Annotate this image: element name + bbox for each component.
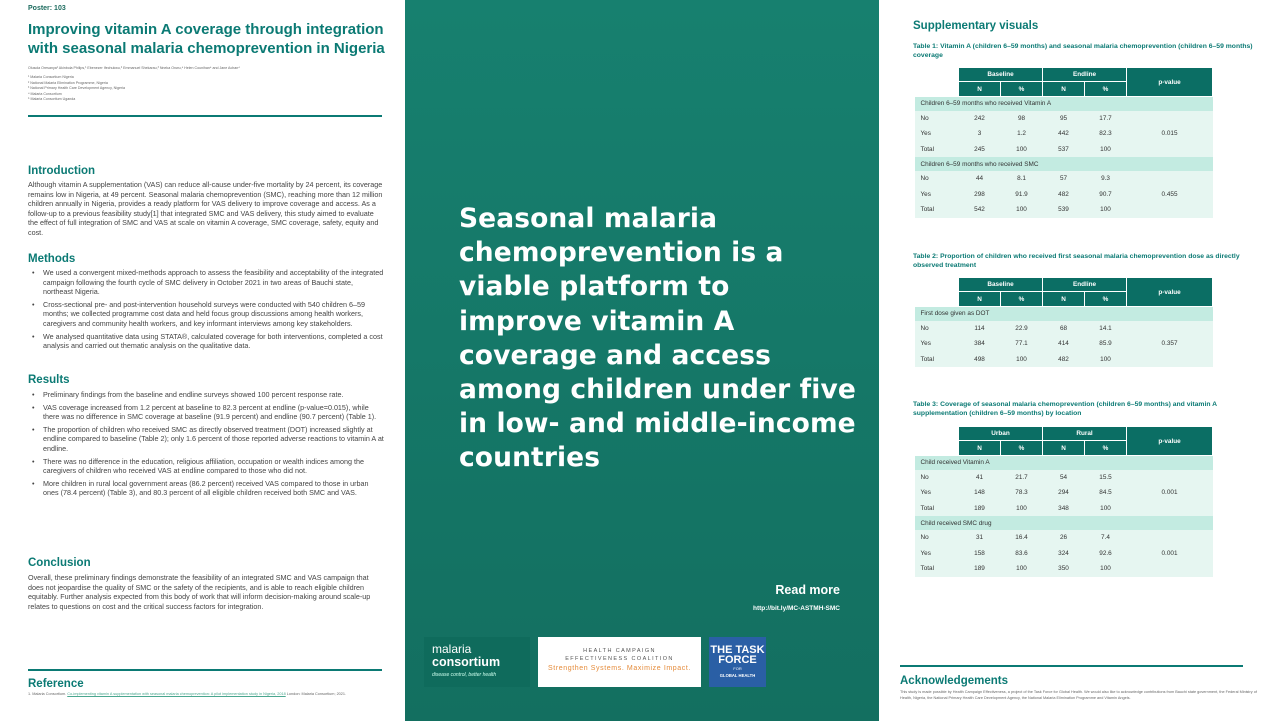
table-corner bbox=[915, 68, 959, 82]
column-header: N bbox=[959, 441, 1001, 456]
pvalue-cell bbox=[1127, 561, 1213, 577]
results-bullet: • Preliminary findings from the baseline and endline surveys showed 100 percent response rate. bbox=[28, 390, 384, 400]
table-row bbox=[915, 470, 1213, 486]
table-cell: 91.9 bbox=[1001, 187, 1043, 203]
divider bbox=[28, 115, 382, 117]
table-cell: 84.5 bbox=[1085, 485, 1127, 501]
column-group-header: Endline bbox=[1043, 278, 1127, 292]
table-cell: 1.2 bbox=[1001, 126, 1043, 142]
table-cell: 85.9 bbox=[1085, 336, 1127, 352]
column-header: % bbox=[1001, 82, 1043, 97]
table-caption: Table 2: Proportion of children who received first seasonal malaria chemoprevention dose as directly observed treatment bbox=[913, 253, 1240, 269]
table-corner bbox=[915, 441, 959, 456]
acknowledgements-text: This study is made possible by Health Campaign Effectiveness, a project of the Task Force for Global Health. We would also like to acknowledge contributions from Bauchi state government, the Federal Ministry of Health, Nigeria, the National Primary Health Care Development Agency, the National Malaria Elimination Programme and Vitamin Angels. bbox=[900, 690, 1257, 700]
logo-text: malaria bbox=[432, 642, 472, 656]
table-cell: 100 bbox=[1001, 142, 1043, 158]
row-label: Total bbox=[915, 142, 959, 158]
table-row bbox=[915, 561, 1213, 577]
column-header: % bbox=[1001, 441, 1043, 456]
results-heading: Results bbox=[28, 374, 70, 386]
results-list bbox=[28, 390, 384, 501]
poster-title: Improving vitamin A coverage through integration with seasonal malaria chemoprevention in Nigeria bbox=[28, 21, 385, 57]
table-cell: 189 bbox=[959, 501, 1001, 517]
column-group-header: Endline bbox=[1043, 68, 1127, 82]
author-list: Olusola Oresanya¹ Akinbola Philips,¹ Ebenezer Ifechukwu,² Emmanuel Shekarau,³ Nneka Onwu,⁴ Helen Counihan⁴ and Jane Achan⁴ bbox=[28, 66, 240, 70]
table-cell: 100 bbox=[1001, 561, 1043, 577]
methods-bullet: • We used a convergent mixed-methods approach to assess the feasibility and acceptability of the integrated campaign following the fourth cycle of SMC delivery in October 2021 in two areas of Bauchi state, northeast Nigeria. bbox=[28, 268, 384, 297]
row-label: Yes bbox=[915, 546, 959, 562]
table-cell: 31 bbox=[959, 530, 1001, 546]
row-label: No bbox=[915, 530, 959, 546]
table-cell: 414 bbox=[1043, 336, 1085, 352]
table-cell: 7.4 bbox=[1085, 530, 1127, 546]
table-cell: 16.4 bbox=[1001, 530, 1043, 546]
logo-text: EFFECTIVENESS COALITION bbox=[565, 656, 674, 662]
column-header: % bbox=[1085, 82, 1127, 97]
table-cell: 245 bbox=[959, 142, 1001, 158]
affiliation: ⁵ Malaria Consortium Uganda bbox=[28, 97, 76, 102]
table-cell: 542 bbox=[959, 202, 1001, 218]
divider bbox=[900, 665, 1243, 667]
table-row bbox=[915, 171, 1213, 187]
methods-heading: Methods bbox=[28, 253, 76, 265]
table-cell: 83.6 bbox=[1001, 546, 1043, 562]
affiliation: ¹ Malaria Consortium Nigeria bbox=[28, 75, 74, 79]
logo-text: HEALTH CAMPAIGN bbox=[583, 648, 656, 654]
acknowledgements-heading: Acknowledgements bbox=[900, 675, 1008, 687]
table-row bbox=[915, 530, 1213, 546]
table-cell: 100 bbox=[1001, 352, 1043, 368]
table-cell: 15.5 bbox=[1085, 470, 1127, 486]
logo-tagline: Strengthen Systems. Maximize Impact. bbox=[548, 665, 691, 672]
table-cell: 68 bbox=[1043, 321, 1085, 337]
table-cell: 100 bbox=[1085, 202, 1127, 218]
column-header: N bbox=[959, 82, 1001, 97]
table-cell: 95 bbox=[1043, 111, 1085, 127]
table-cell: 41 bbox=[959, 470, 1001, 486]
reference-link[interactable]: Co-implementing vitamin A supplementation with seasonal malaria chemoprevention: A pilot implementation study in Nigeria, 2018 bbox=[67, 692, 286, 696]
logo-text: THE TASK bbox=[710, 644, 765, 656]
logo-text: FOR bbox=[733, 666, 742, 671]
table-row bbox=[915, 126, 1213, 142]
pvalue-header: p-value bbox=[1127, 427, 1213, 456]
supplementary-heading: Supplementary visuals bbox=[913, 20, 1039, 32]
column-header: % bbox=[1085, 292, 1127, 307]
pvalue-cell bbox=[1127, 142, 1213, 158]
table-cell: 44 bbox=[959, 171, 1001, 187]
pvalue-cell bbox=[1127, 470, 1213, 486]
column-group-header: Urban bbox=[959, 427, 1043, 441]
table-cell: 78.3 bbox=[1001, 485, 1043, 501]
read-more-label: Read more bbox=[775, 583, 840, 597]
row-label: Total bbox=[915, 561, 959, 577]
table-group-label: First dose given as DOT bbox=[915, 307, 1213, 321]
introduction-heading: Introduction bbox=[28, 165, 96, 177]
table-row bbox=[915, 352, 1213, 368]
table-cell: 114 bbox=[959, 321, 1001, 337]
pvalue-cell bbox=[1127, 202, 1213, 218]
conclusion-heading: Conclusion bbox=[28, 557, 91, 569]
pvalue-cell bbox=[1127, 111, 1213, 127]
methods-list bbox=[28, 268, 384, 354]
column-group-header: Baseline bbox=[959, 278, 1043, 292]
table-cell: 57 bbox=[1043, 171, 1085, 187]
table-cell: 3 bbox=[959, 126, 1001, 142]
table-row bbox=[915, 546, 1213, 562]
reference-suffix: London: Malaria Consortium; 2021. bbox=[285, 692, 347, 696]
table-cell: 8.1 bbox=[1001, 171, 1043, 187]
table-cell: 294 bbox=[1043, 485, 1085, 501]
health-campaign-coalition-logo bbox=[538, 637, 701, 687]
logo-text: GLOBAL HEALTH bbox=[719, 673, 756, 678]
column-header: N bbox=[959, 292, 1001, 307]
row-label: Yes bbox=[915, 336, 959, 352]
key-message-panel bbox=[405, 0, 879, 721]
table-group-label: Children 6–59 months who received Vitamin A bbox=[915, 97, 1213, 111]
column-header: % bbox=[1001, 292, 1043, 307]
table-group-label: Child received Vitamin A bbox=[915, 456, 1213, 470]
logo-tagline: disease control, better health bbox=[432, 672, 497, 678]
table-cell: 539 bbox=[1043, 202, 1085, 218]
row-label: Yes bbox=[915, 485, 959, 501]
pvalue-cell bbox=[1127, 530, 1213, 546]
row-label: Yes bbox=[915, 126, 959, 142]
data-table-3 bbox=[914, 426, 1213, 577]
table-cell: 17.7 bbox=[1085, 111, 1127, 127]
pvalue-header: p-value bbox=[1127, 278, 1213, 307]
affiliation: ³ National Primary Health Care Development Agency, Nigeria bbox=[28, 86, 126, 91]
pvalue-cell: 0.357 bbox=[1127, 336, 1213, 352]
table-cell: 482 bbox=[1043, 352, 1085, 368]
results-bullet: • There was no difference in the education, religious affiliation, occupation or wealth indices among the caregivers of children who received VAS at endline compared to those who did not. bbox=[28, 457, 384, 476]
poster-number: Poster: 103 bbox=[28, 5, 66, 12]
table-cell: 82.3 bbox=[1085, 126, 1127, 142]
table-cell: 26 bbox=[1043, 530, 1085, 546]
malaria-consortium-logo bbox=[424, 637, 530, 687]
table-cell: 100 bbox=[1085, 501, 1127, 517]
pvalue-cell: 0.015 bbox=[1127, 126, 1213, 142]
table-cell: 348 bbox=[1043, 501, 1085, 517]
data-table-2 bbox=[914, 277, 1213, 367]
results-bullet: • More children in rural local government areas (86.2 percent) received VAS compared to those in urban ones (78.4 percent) (Table 3), and 80.3 percent of all eligible children received both SMC and VAS. bbox=[28, 479, 384, 498]
table-cell: 9.3 bbox=[1085, 171, 1127, 187]
column-group-header: Baseline bbox=[959, 68, 1043, 82]
conclusion-text: Overall, these preliminary findings demonstrate the feasibility of an integrated SMC and VAS campaign that does not jeopardise the quality of SMC or the safety of the recipients, and is able to reach eligible children equitably. Further analysis expected from this body of work that will inform decision-making around scale-up relates to questions on cost and the critical success factors for integration. bbox=[28, 573, 371, 611]
column-group-header: Rural bbox=[1043, 427, 1127, 441]
divider bbox=[28, 669, 382, 671]
table-row bbox=[915, 187, 1213, 203]
affiliation: ² National Malaria Elimination Programme, Nigeria bbox=[28, 80, 108, 85]
left-column bbox=[0, 0, 405, 721]
table-cell: 482 bbox=[1043, 187, 1085, 203]
column-header: N bbox=[1043, 441, 1085, 456]
table-row bbox=[915, 336, 1213, 352]
pvalue-cell: 0.001 bbox=[1127, 546, 1213, 562]
methods-bullet: • Cross-sectional pre- and post-intervention household surveys were conducted with 540 children 6–59 months; we collected programme cost data and held focus group discussions among health workers, caregivers and community health workers, and key informant interviews among key stakeholders. bbox=[28, 300, 384, 329]
results-bullet: • VAS coverage increased from 1.2 percent at baseline to 82.3 percent at endline (p-value=0.015), while there was no difference in SMC coverage at baseline (91.9 percent) and endline (90.7 percent) (Table 1). bbox=[28, 403, 384, 422]
pvalue-cell bbox=[1127, 501, 1213, 517]
column-header: N bbox=[1043, 82, 1085, 97]
table-corner bbox=[915, 278, 959, 292]
pvalue-header: p-value bbox=[1127, 68, 1213, 97]
row-label: No bbox=[915, 171, 959, 187]
table-cell: 92.6 bbox=[1085, 546, 1127, 562]
table-cell: 100 bbox=[1085, 561, 1127, 577]
table-cell: 100 bbox=[1001, 501, 1043, 517]
row-label: No bbox=[915, 321, 959, 337]
table-cell: 100 bbox=[1085, 352, 1127, 368]
table-row bbox=[915, 501, 1213, 517]
table-row bbox=[915, 142, 1213, 158]
data-table-1 bbox=[914, 67, 1213, 218]
table-cell: 298 bbox=[959, 187, 1001, 203]
table-cell: 100 bbox=[1085, 142, 1127, 158]
read-more-link[interactable]: http://bit.ly/MC-ASTMH-SMC bbox=[752, 605, 840, 612]
table-cell: 22.9 bbox=[1001, 321, 1043, 337]
table-caption: Table 3: Coverage of seasonal malaria chemoprevention (children 6–59 months) and vitamin A supplementation (children 6–59 months) by location bbox=[913, 401, 1217, 417]
table-cell: 54 bbox=[1043, 470, 1085, 486]
table-cell: 189 bbox=[959, 561, 1001, 577]
table-cell: 324 bbox=[1043, 546, 1085, 562]
affiliation: ⁴ Malaria Consortium bbox=[28, 91, 62, 96]
table-cell: 14.1 bbox=[1085, 321, 1127, 337]
table-row bbox=[915, 321, 1213, 337]
table-corner bbox=[915, 82, 959, 97]
column-header: % bbox=[1085, 441, 1127, 456]
pvalue-cell: 0.001 bbox=[1127, 485, 1213, 501]
pvalue-cell: 0.455 bbox=[1127, 187, 1213, 203]
row-label: No bbox=[915, 111, 959, 127]
table-cell: 442 bbox=[1043, 126, 1085, 142]
table-cell: 158 bbox=[959, 546, 1001, 562]
table-cell: 537 bbox=[1043, 142, 1085, 158]
row-label: No bbox=[915, 470, 959, 486]
table-corner bbox=[915, 292, 959, 307]
table-row bbox=[915, 202, 1213, 218]
table-caption: Table 1: Vitamin A (children 6–59 months) and seasonal malaria chemoprevention (children 6–59 months) coverage bbox=[913, 43, 1253, 59]
row-label: Yes bbox=[915, 187, 959, 203]
table-cell: 384 bbox=[959, 336, 1001, 352]
right-column bbox=[879, 0, 1286, 721]
logo-text: FORCE bbox=[718, 654, 757, 666]
table-cell: 98 bbox=[1001, 111, 1043, 127]
row-label: Total bbox=[915, 352, 959, 368]
reference-prefix: 1. Malaria Consortium. bbox=[28, 692, 68, 696]
table-row bbox=[915, 111, 1213, 127]
reference-heading: Reference bbox=[28, 678, 84, 690]
table-cell: 21.7 bbox=[1001, 470, 1043, 486]
pvalue-cell bbox=[1127, 171, 1213, 187]
table-group-label: Children 6–59 months who received SMC bbox=[915, 157, 1213, 171]
table-cell: 100 bbox=[1001, 202, 1043, 218]
table-corner bbox=[915, 427, 959, 441]
pvalue-cell bbox=[1127, 352, 1213, 368]
table-cell: 77.1 bbox=[1001, 336, 1043, 352]
affiliation-list bbox=[28, 75, 388, 103]
pvalue-cell bbox=[1127, 321, 1213, 337]
introduction-text: Although vitamin A supplementation (VAS) can reduce all-cause under-five mortality by 24 percent, its coverage remains low in Nigeria, at 49 percent. Seasonal malaria chemoprevention (SMC), reaching more than 12 million children annually in Nigeria, provides a ready platform for VAS delivery to improve coverage and access. As a follow-up to a previous feasibility study[1] that integrated SMC and VAS delivery, this study aimed to evaluate the effect of full integration of SMC and VAS at scale on vitamin A coverage, SMC coverage, safety, equity and cost. bbox=[28, 180, 383, 237]
table-group-label: Child received SMC drug bbox=[915, 516, 1213, 530]
table-cell: 90.7 bbox=[1085, 187, 1127, 203]
methods-bullet: • We analysed quantitative data using STATA®, calculated coverage for both interventions, completed a cost analysis and carried out thematic analysis on the qualitative data. bbox=[28, 332, 384, 351]
table-cell: 148 bbox=[959, 485, 1001, 501]
column-header: N bbox=[1043, 292, 1085, 307]
logo-text: consortium bbox=[432, 655, 501, 669]
table-cell: 242 bbox=[959, 111, 1001, 127]
key-message-headline: Seasonal malaria chemoprevention is a viable platform to improve vitamin A coverage and access among children under five in low- and middle-income countries bbox=[459, 203, 856, 474]
row-label: Total bbox=[915, 501, 959, 517]
table-row bbox=[915, 485, 1213, 501]
table-cell: 350 bbox=[1043, 561, 1085, 577]
results-bullet: • The proportion of children who received SMC as directly observed treatment (DOT) increased slightly at endline compared to baseline (Table 2); only 1.6 percent of those reported adverse reactions to vitamin A at endline. bbox=[28, 425, 384, 454]
task-force-logo bbox=[709, 637, 766, 687]
reference-entry bbox=[28, 692, 384, 698]
row-label: Total bbox=[915, 202, 959, 218]
table-cell: 498 bbox=[959, 352, 1001, 368]
